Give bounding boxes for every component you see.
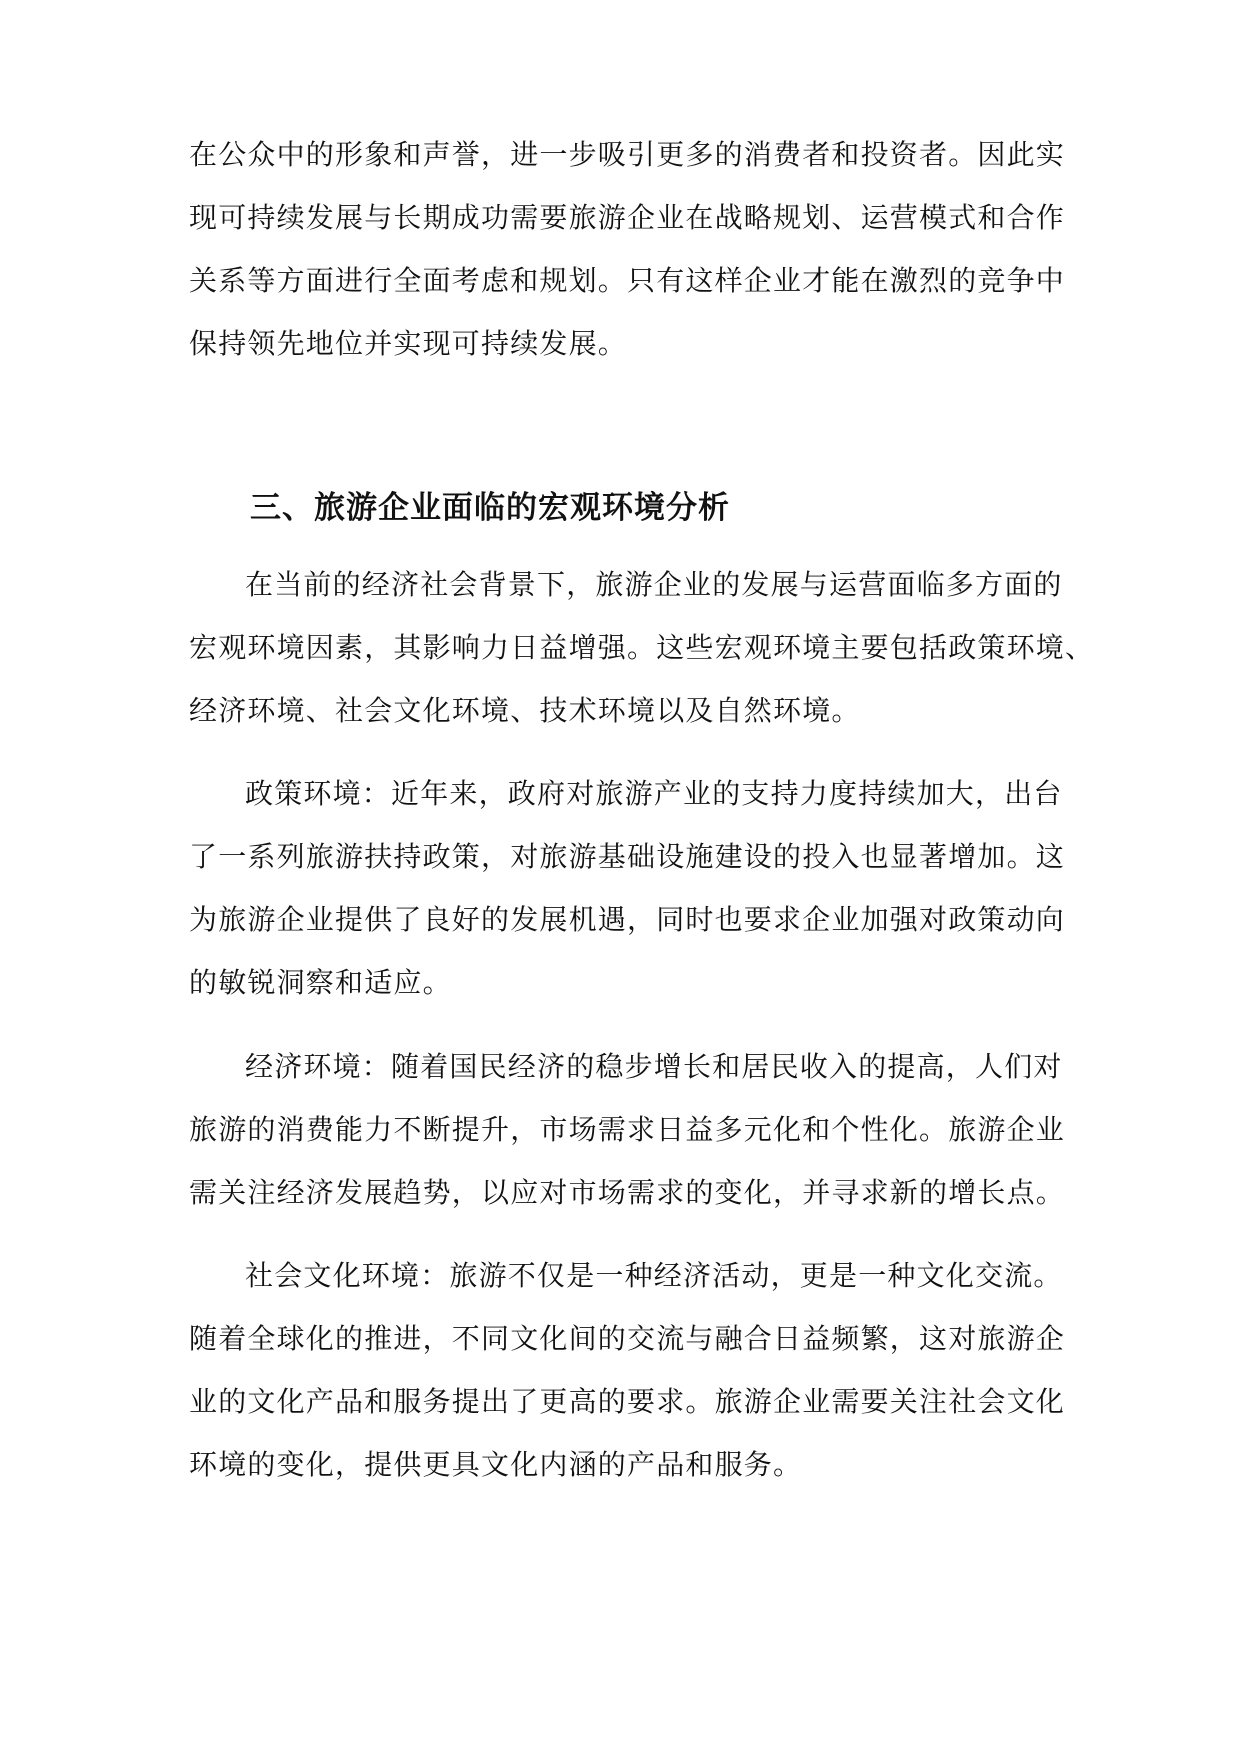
paragraph-line: 宏观环境因素，其影响力日益增强。这些宏观环境主要包括政策环境、 [189, 631, 1095, 664]
paragraph-line: 了一系列旅游扶持政策，对旅游基础设施建设的投入也显著增加。这 [189, 840, 1066, 873]
paragraph-line: 业的文化产品和服务提出了更高的要求。旅游企业需要关注社会文化 [189, 1385, 1066, 1418]
paragraph-line: 环境的变化，提供更具文化内涵的产品和服务。 [189, 1448, 803, 1481]
intro-line: 保持领先地位并实现可持续发展。 [189, 327, 628, 360]
paragraph-line: 需关注经济发展趋势，以应对市场需求的变化，并寻求新的增长点。 [189, 1176, 1066, 1209]
paragraph-line: 在当前的经济社会背景下，旅游企业的发展与运营面临多方面的 [245, 568, 1063, 601]
paragraph-line: 随着全球化的推进，不同文化间的交流与融合日益频繁，这对旅游企 [189, 1322, 1066, 1355]
paragraph-line: 经济环境、社会文化环境、技术环境以及自然环境。 [189, 694, 861, 727]
paragraph-line: 旅游的消费能力不断提升，市场需求日益多元化和个性化。旅游企业 [189, 1113, 1066, 1146]
paragraph-line: 为旅游企业提供了良好的发展机遇，同时也要求企业加强对政策动向 [189, 903, 1066, 936]
paragraph-line: 的敏锐洞察和适应。 [189, 966, 452, 999]
intro-line: 关系等方面进行全面考虑和规划。只有这样企业才能在激烈的竞争中 [189, 264, 1066, 297]
paragraph-line: 社会文化环境：旅游不仅是一种经济活动，更是一种文化交流。 [245, 1259, 1063, 1292]
intro-line: 在公众中的形象和声誉，进一步吸引更多的消费者和投资者。因此实 [189, 138, 1066, 171]
paragraph-line: 经济环境：随着国民经济的稳步增长和居民收入的提高，人们对 [245, 1050, 1063, 1083]
intro-line: 现可持续发展与长期成功需要旅游企业在战略规划、运营模式和合作 [189, 201, 1066, 234]
section-heading: 三、旅游企业面临的宏观环境分析 [250, 490, 730, 526]
paragraph-line: 政策环境：近年来，政府对旅游产业的支持力度持续加大，出台 [245, 777, 1063, 810]
